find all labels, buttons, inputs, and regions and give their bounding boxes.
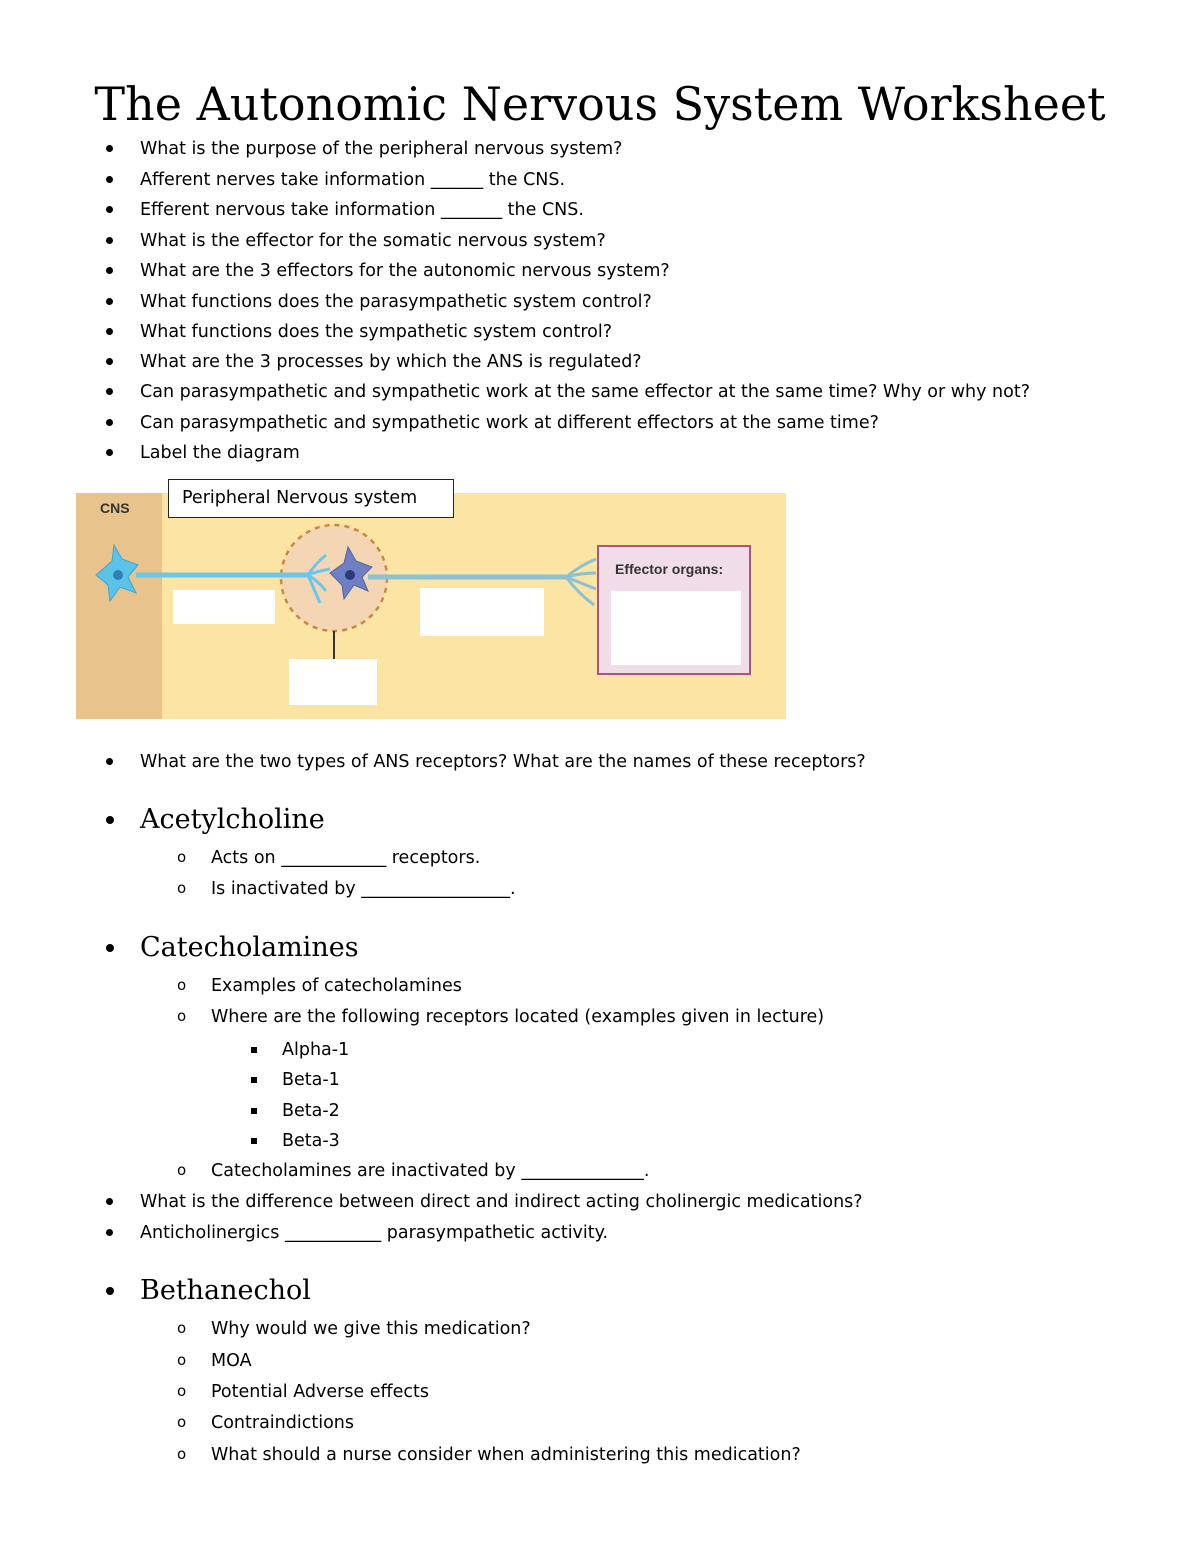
question-item: What is the difference between direct and indirect acting cholinergic medications?	[140, 1192, 863, 1212]
question-item: What are the two types of ANS receptors? What are the names of these receptors?	[140, 752, 866, 772]
pns-label-box: Peripheral Nervous system	[168, 479, 454, 518]
question-item: What is the effector for the somatic nervous system?	[140, 231, 606, 251]
effector-organs-box	[597, 545, 751, 675]
sub-item: o Is inactivated by _________________.	[211, 877, 516, 901]
label-blank-effector[interactable]	[611, 591, 741, 665]
label-blank-preganglionic[interactable]	[173, 590, 275, 624]
receptor-item: Beta-1	[282, 1070, 340, 1090]
sub-item: o Catecholamines are inactivated by ______________.	[211, 1159, 649, 1183]
question-item: What are the 3 processes by which the ANS is regulated?	[140, 352, 642, 372]
question-item: Afferent nerves take information ______ the CNS.	[140, 170, 566, 190]
question-item: Label the diagram	[140, 443, 300, 463]
sub-item: o Examples of catecholamines	[211, 974, 462, 998]
postganglionic-terminals	[566, 559, 596, 605]
sub-item: o What should a nurse consider when administering this medication?	[211, 1443, 801, 1467]
section-heading-acetylcholine: Acetylcholine	[140, 804, 325, 835]
question-item: Anticholinergics ___________ parasympathetic activity.	[140, 1223, 609, 1243]
question-item: Can parasympathetic and sympathetic work at different effectors at the same time?	[140, 413, 879, 433]
question-item: What are the 3 effectors for the autonomic nervous system?	[140, 261, 670, 281]
sub-item: o Why would we give this medication?	[211, 1317, 531, 1341]
sub-item: o Contraindictions	[211, 1411, 354, 1435]
sub-item: o Where are the following receptors located (examples given in lecture)	[211, 1005, 824, 1029]
cns-label: CNS	[100, 500, 130, 516]
preganglionic-nucleus	[113, 570, 123, 580]
question-item: Can parasympathetic and sympathetic work at the same effector at the same time? Why or why not?	[140, 382, 1030, 402]
receptor-item: Beta-3	[282, 1131, 340, 1151]
page-title: The Autonomic Nervous System Worksheet	[94, 77, 1106, 131]
postganglionic-nucleus	[345, 570, 355, 580]
question-item: What functions does the sympathetic system control?	[140, 322, 613, 342]
sub-item: o Potential Adverse effects	[211, 1380, 429, 1404]
question-item: What functions does the parasympathetic system control?	[140, 292, 652, 312]
receptor-item: Alpha-1	[282, 1040, 350, 1060]
sub-item: o Acts on ____________ receptors.	[211, 846, 480, 870]
section-heading-bethanechol: Bethanechol	[140, 1275, 311, 1306]
label-blank-postganglionic[interactable]	[420, 588, 544, 636]
section-heading-catecholamines: Catecholamines	[140, 932, 359, 963]
question-item: Efferent nervous take information _______ the CNS.	[140, 200, 584, 220]
receptor-item: Beta-2	[282, 1101, 340, 1121]
ans-diagram	[76, 493, 786, 719]
question-item: What is the purpose of the peripheral nervous system?	[140, 139, 623, 159]
effector-label: Effector organs:	[615, 561, 724, 577]
label-blank-ganglion[interactable]	[289, 659, 377, 705]
sub-item: o MOA	[211, 1349, 252, 1373]
